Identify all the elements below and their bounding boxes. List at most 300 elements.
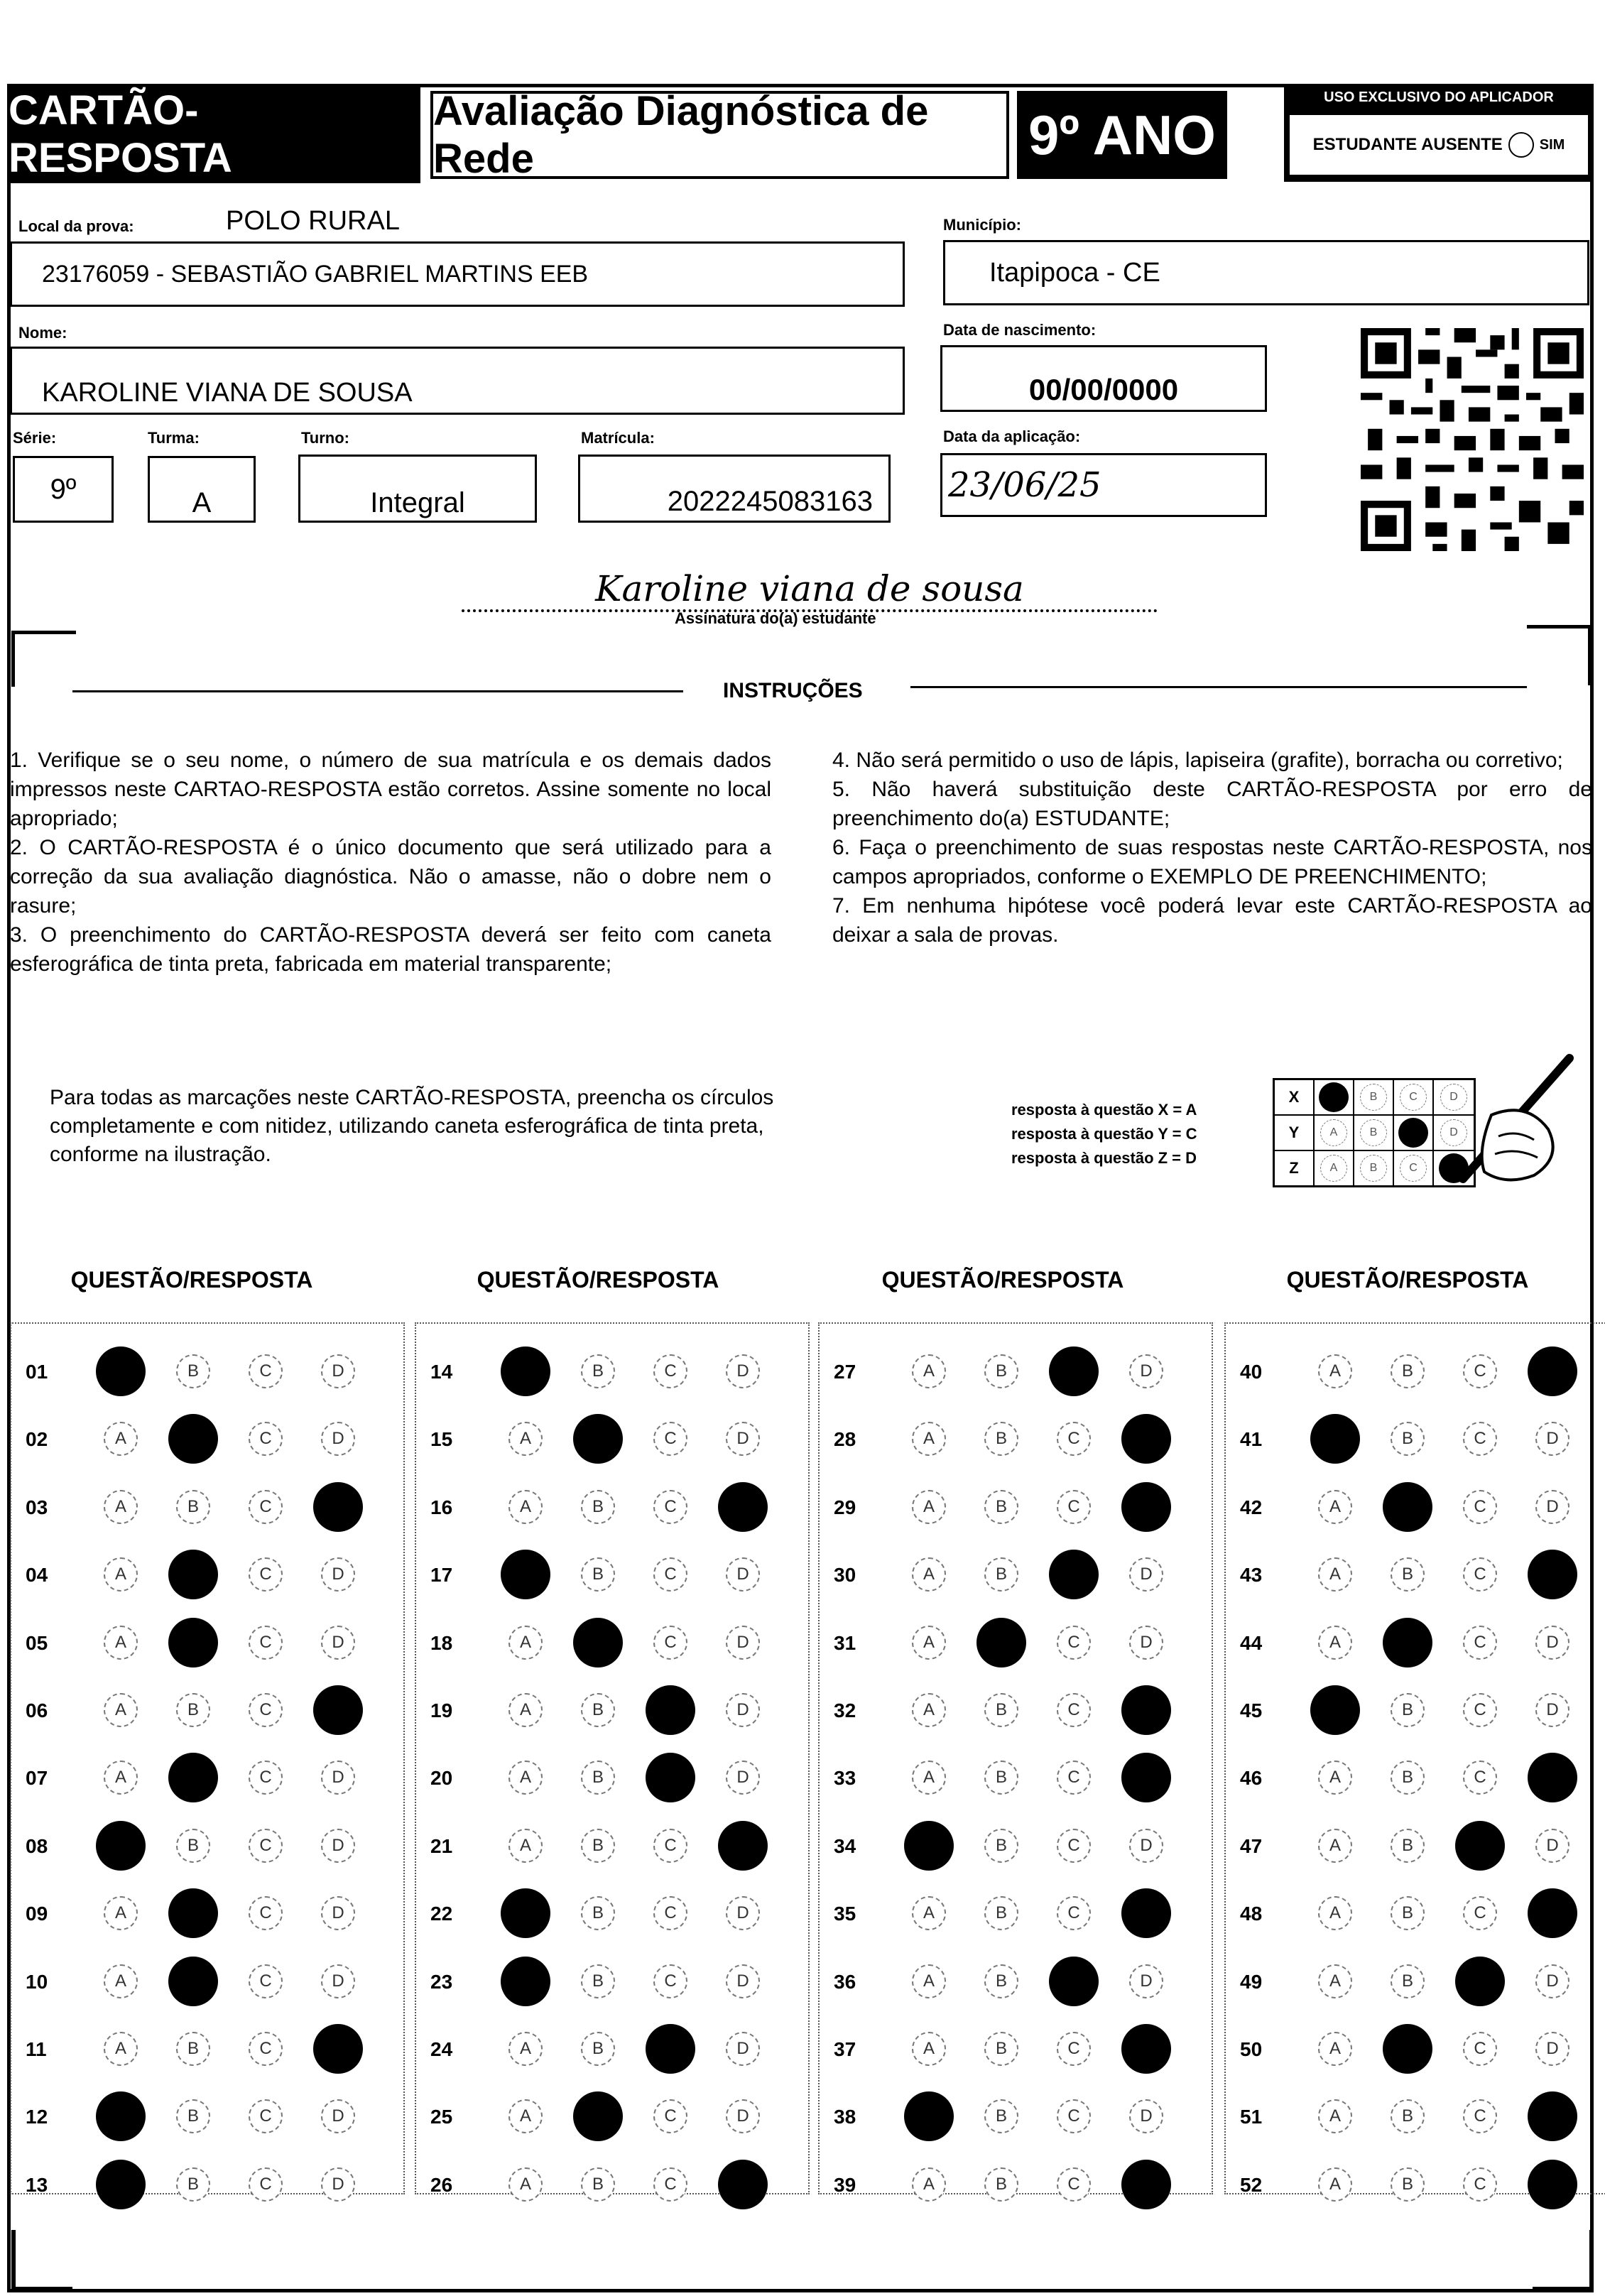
answer-bubble-a[interactable]: A <box>104 1422 138 1456</box>
answer-bubble-b[interactable]: B <box>1391 1422 1425 1456</box>
answer-bubble-d[interactable] <box>1528 1346 1577 1396</box>
instructions-rule-left <box>72 690 683 692</box>
answer-bubble-b[interactable] <box>168 1957 218 2006</box>
answer-bubble-b[interactable] <box>168 1618 218 1667</box>
example-row-key: X <box>1275 1080 1315 1114</box>
question-number: 14 <box>430 1361 453 1383</box>
answer-row <box>11 2164 403 2207</box>
answer-bubble-c[interactable] <box>646 1753 695 1802</box>
answer-bubble-b[interactable]: B <box>1391 1964 1425 1998</box>
question-number: 01 <box>26 1361 48 1383</box>
answer-bubble-d[interactable]: D <box>321 1896 355 1930</box>
answer-bubble-d[interactable]: D <box>1129 1829 1163 1863</box>
answer-bubble-c[interactable]: C <box>249 1354 283 1388</box>
answer-bubble-d[interactable]: D <box>726 1693 760 1727</box>
answer-bubble-d[interactable] <box>718 1482 768 1532</box>
question-number: 13 <box>26 2173 48 2196</box>
answer-bubble-a[interactable]: A <box>1318 2032 1352 2066</box>
answer-bubble-d[interactable]: D <box>1129 1626 1163 1660</box>
question-number: 37 <box>834 2038 856 2060</box>
answer-bubble-b[interactable]: B <box>984 1557 1018 1592</box>
answer-row <box>11 2096 403 2138</box>
answer-bubble-d[interactable] <box>718 1821 768 1871</box>
answer-bubble-a[interactable]: A <box>1318 2167 1352 2202</box>
matricula-value: 2022245083163 <box>667 486 873 517</box>
answer-bubble-a[interactable] <box>904 2091 954 2141</box>
answer-bubble-d[interactable]: D <box>1129 1964 1163 1998</box>
answer-bubble-d[interactable]: D <box>726 1761 760 1795</box>
answer-bubble-a[interactable]: A <box>1318 1964 1352 1998</box>
answer-bubble-a[interactable]: A <box>508 1490 543 1524</box>
answer-bubble-b[interactable]: B <box>984 1490 1018 1524</box>
answer-bubble-c[interactable] <box>646 2024 695 2074</box>
answer-row <box>416 1418 808 1461</box>
answer-bubble-b[interactable]: B <box>984 1761 1018 1795</box>
answer-bubble-d[interactable] <box>1121 1685 1171 1735</box>
answer-bubble-a[interactable]: A <box>508 2167 543 2202</box>
turma-value: A <box>192 487 212 518</box>
absent-option: SIM <box>1539 136 1565 153</box>
answer-bubble-b[interactable]: B <box>1391 1896 1425 1930</box>
aplicacao-label: Data da aplicação: <box>943 428 1081 445</box>
answer-bubble-b[interactable]: B <box>176 1354 210 1388</box>
answer-bubble-c[interactable]: C <box>1057 1761 1091 1795</box>
answer-row <box>1226 1893 1605 1935</box>
answer-bubble-c[interactable] <box>646 1685 695 1735</box>
answer-bubble-d[interactable]: D <box>321 1557 355 1592</box>
answer-bubble-b[interactable] <box>168 1550 218 1599</box>
answer-row <box>1226 1622 1605 1665</box>
answer-bubble-a[interactable]: A <box>1318 1557 1352 1592</box>
answer-bubble-b[interactable] <box>573 1414 623 1464</box>
answer-column <box>1224 1322 1605 2194</box>
answer-bubble-d[interactable]: D <box>726 1422 760 1456</box>
answer-bubble-c[interactable] <box>1049 1346 1099 1396</box>
corner-left <box>11 631 76 687</box>
answer-bubble-c[interactable]: C <box>249 2167 283 2202</box>
answer-bubble-b[interactable] <box>168 1753 218 1802</box>
answer-bubble-c[interactable]: C <box>1463 2167 1497 2202</box>
answer-bubble-d[interactable]: D <box>321 1761 355 1795</box>
answer-bubble-b[interactable]: B <box>176 2167 210 2202</box>
answer-bubble-c[interactable]: C <box>1057 1422 1091 1456</box>
answer-row <box>11 2028 403 2071</box>
question-number: 52 <box>1240 2173 1263 2196</box>
answer-bubble-d[interactable] <box>1121 1414 1171 1464</box>
question-number: 44 <box>1240 1631 1263 1654</box>
answer-bubble-b[interactable]: B <box>581 1964 615 1998</box>
answer-bubble-d[interactable]: D <box>321 2167 355 2202</box>
answer-column <box>818 1322 1213 2194</box>
answer-bubble-a[interactable] <box>501 1957 550 2006</box>
answer-bubble-c[interactable]: C <box>1463 1557 1497 1592</box>
answer-bubble-d[interactable]: D <box>321 1829 355 1863</box>
answer-bubble-c[interactable]: C <box>653 1490 687 1524</box>
answer-row <box>11 1961 403 2003</box>
answer-bubble-d[interactable] <box>1528 1753 1577 1802</box>
answer-bubble-a[interactable] <box>501 1888 550 1938</box>
answer-bubble-a[interactable]: A <box>104 1964 138 1998</box>
answer-bubble-d[interactable] <box>1528 2091 1577 2141</box>
answer-bubble-d[interactable]: D <box>726 1354 760 1388</box>
answer-bubble-c[interactable]: C <box>1463 1693 1497 1727</box>
answer-bubble-d[interactable]: D <box>1129 1557 1163 1592</box>
answer-row <box>820 2096 1212 2138</box>
answer-bubble-d[interactable] <box>1528 1888 1577 1938</box>
answer-bubble-a[interactable]: A <box>508 1693 543 1727</box>
answer-bubble-d[interactable]: D <box>1129 2099 1163 2133</box>
answer-bubble-b[interactable]: B <box>581 1354 615 1388</box>
answer-bubble-d[interactable]: D <box>1535 1829 1569 1863</box>
answer-bubble-b[interactable] <box>168 1888 218 1938</box>
answer-bubble-c[interactable]: C <box>1057 1490 1091 1524</box>
question-number: 11 <box>26 2038 47 2060</box>
answer-row <box>1226 1690 1605 1732</box>
instructions-right <box>832 746 1592 950</box>
answer-bubble-c[interactable] <box>1455 1821 1505 1871</box>
absent-label: ESTUDANTE AUSENTE <box>1312 135 1503 154</box>
answer-row <box>1226 1486 1605 1529</box>
example-row <box>1275 1080 1474 1116</box>
example-bubble-b: B <box>1360 1155 1387 1182</box>
answer-bubble-c[interactable]: C <box>1057 1626 1091 1660</box>
answer-row <box>1226 2028 1605 2071</box>
answer-bubble-a[interactable]: A <box>508 1422 543 1456</box>
answer-bubble-a[interactable]: A <box>508 1626 543 1660</box>
answer-bubble-b[interactable]: B <box>1391 1829 1425 1863</box>
example-cell <box>1315 1151 1354 1185</box>
answer-bubble-d[interactable]: D <box>1535 1693 1569 1727</box>
answer-bubble-a[interactable]: A <box>508 2099 543 2133</box>
answer-bubble-c[interactable]: C <box>653 2167 687 2202</box>
answer-bubble-c[interactable]: C <box>653 1896 687 1930</box>
answer-bubble-b[interactable]: B <box>581 2167 615 2202</box>
answer-bubble-d[interactable]: D <box>1535 1626 1569 1660</box>
answer-bubble-a[interactable]: A <box>912 2032 946 2066</box>
answer-bubble-d[interactable] <box>1528 1550 1577 1599</box>
answer-bubble-a[interactable]: A <box>912 1693 946 1727</box>
answer-bubble-b[interactable] <box>573 1618 623 1667</box>
answer-bubble-d[interactable] <box>313 1685 363 1735</box>
answer-bubble-a[interactable]: A <box>104 1557 138 1592</box>
answer-bubble-b[interactable]: B <box>581 1896 615 1930</box>
answer-bubble-b[interactable] <box>1383 1618 1432 1667</box>
answer-bubble-b[interactable]: B <box>176 1490 210 1524</box>
answer-bubble-a[interactable]: A <box>1318 1829 1352 1863</box>
answer-bubble-c[interactable] <box>1455 1957 1505 2006</box>
answer-bubble-a[interactable]: A <box>912 2167 946 2202</box>
question-number: 35 <box>834 1903 856 1925</box>
answer-bubble-b[interactable]: B <box>984 2167 1018 2202</box>
question-number: 26 <box>430 2173 453 2196</box>
answer-row <box>1226 1825 1605 1868</box>
answer-row <box>820 1961 1212 2003</box>
answer-bubble-a[interactable]: A <box>104 1693 138 1727</box>
question-number: 51 <box>1240 2106 1263 2128</box>
answer-bubble-d[interactable]: D <box>1535 2032 1569 2066</box>
answer-bubble-c[interactable]: C <box>1057 1829 1091 1863</box>
answer-bubble-c[interactable]: C <box>1463 2032 1497 2066</box>
answer-row <box>416 1825 808 1868</box>
answer-bubble-c[interactable]: C <box>1057 1896 1091 1930</box>
answer-bubble-d[interactable]: D <box>321 1964 355 1998</box>
answer-bubble-d[interactable] <box>1121 1888 1171 1938</box>
answer-bubble-d[interactable] <box>1121 1482 1171 1532</box>
answer-bubble-c[interactable]: C <box>1463 1896 1497 1930</box>
answer-bubble-c[interactable]: C <box>249 1557 283 1592</box>
instructions-title: INSTRUÇÕES <box>723 679 863 702</box>
answer-bubble-b[interactable] <box>1383 2024 1432 2074</box>
answer-bubble-b[interactable]: B <box>1391 2099 1425 2133</box>
answer-bubble-c[interactable]: C <box>249 1896 283 1930</box>
answer-row <box>416 1622 808 1665</box>
turma-field <box>148 456 256 523</box>
answer-bubble-d[interactable]: D <box>726 1964 760 1998</box>
answer-bubble-c[interactable]: C <box>653 1626 687 1660</box>
answer-bubble-d[interactable]: D <box>1535 1964 1569 1998</box>
answer-bubble-c[interactable]: C <box>1057 2032 1091 2066</box>
answer-bubble-b[interactable]: B <box>984 2099 1018 2133</box>
instruction-7: 7. Em nenhuma hipótese você poderá levar este CARTÃO-RESPOSTA ao deixar a sala de provas. <box>832 894 1592 947</box>
answer-bubble-c[interactable]: C <box>1463 1354 1497 1388</box>
school-field <box>10 241 905 307</box>
answer-bubble-c[interactable]: C <box>1463 2099 1497 2133</box>
question-number: 23 <box>430 1970 453 1993</box>
example-bubble-a <box>1319 1082 1349 1112</box>
question-number: 21 <box>430 1834 453 1857</box>
answer-bubble-a[interactable]: A <box>912 1626 946 1660</box>
answer-bubble-a[interactable]: A <box>1318 2099 1352 2133</box>
answer-bubble-b[interactable]: B <box>581 1557 615 1592</box>
answer-bubble-b[interactable] <box>976 1618 1026 1667</box>
answer-bubble-a[interactable] <box>501 1550 550 1599</box>
answer-bubble-b[interactable]: B <box>984 1693 1018 1727</box>
turno-label: Turno: <box>301 429 350 447</box>
question-number: 03 <box>26 1496 48 1518</box>
answer-bubble-c[interactable]: C <box>249 1422 283 1456</box>
answer-bubble-b[interactable]: B <box>176 1829 210 1863</box>
answer-bubble-d[interactable]: D <box>726 1896 760 1930</box>
answer-bubble-d[interactable]: D <box>321 2099 355 2133</box>
answer-row <box>416 1690 808 1732</box>
answer-bubble-a[interactable]: A <box>104 1626 138 1660</box>
example-bubble-a: A <box>1320 1155 1347 1182</box>
example-row-key: Y <box>1275 1116 1315 1150</box>
answer-bubble-b[interactable]: B <box>984 2032 1018 2066</box>
answer-bubble-c[interactable]: C <box>653 1422 687 1456</box>
answer-bubble-b[interactable]: B <box>1391 1557 1425 1592</box>
answer-bubble-d[interactable]: D <box>321 1354 355 1388</box>
instruction-2: 2. O CARTÃO-RESPOSTA é o único documento que será utilizado para a correção da sua avaliação diagnóstica. Não o amasse, não o dobre nem o rasure; <box>10 836 771 918</box>
answer-bubble-a[interactable] <box>501 1346 550 1396</box>
question-number: 29 <box>834 1496 856 1518</box>
municipio-field <box>943 240 1589 305</box>
answer-bubble-c[interactable]: C <box>249 1964 283 1998</box>
column-title: QUESTÃO/RESPOSTA <box>1286 1267 1529 1293</box>
answer-bubble-c[interactable]: C <box>653 1829 687 1863</box>
answer-bubble-a[interactable]: A <box>1318 1354 1352 1388</box>
answer-bubble-a[interactable]: A <box>508 2032 543 2066</box>
answer-row <box>11 1893 403 1935</box>
answer-bubble-b[interactable]: B <box>1391 1761 1425 1795</box>
answer-bubble-c[interactable]: C <box>249 1829 283 1863</box>
answer-bubble-a[interactable]: A <box>912 1422 946 1456</box>
answer-bubble-b[interactable]: B <box>984 1422 1018 1456</box>
nome-field <box>10 347 905 415</box>
answer-bubble-a[interactable]: A <box>104 2032 138 2066</box>
example-bubble-c: C <box>1400 1084 1427 1111</box>
answer-bubble-d[interactable] <box>1121 2160 1171 2209</box>
question-number: 15 <box>430 1428 453 1451</box>
answer-row <box>820 1622 1212 1665</box>
answer-bubble-a[interactable]: A <box>508 1761 543 1795</box>
answer-bubble-c[interactable]: C <box>249 2032 283 2066</box>
answer-bubble-b[interactable]: B <box>984 1964 1018 1998</box>
answer-bubble-a[interactable]: A <box>912 1896 946 1930</box>
answer-bubble-a[interactable]: A <box>912 1761 946 1795</box>
turno-field <box>298 455 537 523</box>
answer-bubble-d[interactable]: D <box>321 1626 355 1660</box>
answer-bubble-b[interactable]: B <box>1391 1354 1425 1388</box>
answer-bubble-c[interactable]: C <box>1057 1693 1091 1727</box>
answer-row <box>820 1825 1212 1868</box>
answer-bubble-d[interactable] <box>1121 2024 1171 2074</box>
answer-bubble-d[interactable] <box>1528 2160 1577 2209</box>
answer-bubble-d[interactable]: D <box>321 1422 355 1456</box>
answer-bubble-a[interactable] <box>1310 1414 1360 1464</box>
answer-bubble-c[interactable]: C <box>249 1761 283 1795</box>
pen-hand-illustration <box>1449 1051 1584 1193</box>
answer-bubble-b[interactable]: B <box>176 2032 210 2066</box>
answer-bubble-a[interactable] <box>1310 1685 1360 1735</box>
answer-bubble-a[interactable] <box>904 1821 954 1871</box>
answer-bubble-c[interactable]: C <box>1057 2099 1091 2133</box>
answer-bubble-a[interactable]: A <box>1318 1490 1352 1524</box>
answer-bubble-c[interactable]: C <box>653 1557 687 1592</box>
answer-bubble-b[interactable]: B <box>581 1761 615 1795</box>
answer-bubble-b[interactable]: B <box>1391 2167 1425 2202</box>
answer-bubble-a[interactable] <box>96 2160 146 2209</box>
answer-bubble-a[interactable]: A <box>912 1964 946 1998</box>
answer-bubble-c[interactable]: C <box>653 2099 687 2133</box>
aplicacao-field <box>940 453 1267 517</box>
answer-bubble-d[interactable]: D <box>1535 1422 1569 1456</box>
example-legend <box>1011 1098 1197 1170</box>
example-bubble-a: A <box>1320 1119 1347 1146</box>
question-number: 27 <box>834 1361 856 1383</box>
corner-bottom-right <box>1533 2230 1594 2291</box>
answer-bubble-a[interactable]: A <box>104 1761 138 1795</box>
absent-bubble[interactable] <box>1508 132 1534 158</box>
answer-row <box>1226 1961 1605 2003</box>
answer-bubble-a[interactable] <box>96 2091 146 2141</box>
answer-bubble-c[interactable]: C <box>653 1964 687 1998</box>
answer-bubble-b[interactable]: B <box>581 1490 615 1524</box>
answer-bubble-a[interactable]: A <box>912 1354 946 1388</box>
answer-bubble-d[interactable]: D <box>726 1626 760 1660</box>
answer-bubble-d[interactable]: D <box>726 1557 760 1592</box>
example-line-y: resposta à questão Y = C <box>1011 1125 1197 1143</box>
answer-bubble-c[interactable]: C <box>1463 1626 1497 1660</box>
answer-bubble-b[interactable]: B <box>984 1829 1018 1863</box>
answer-bubble-d[interactable]: D <box>1535 1490 1569 1524</box>
answer-row <box>416 1893 808 1935</box>
question-number: 42 <box>1240 1496 1263 1518</box>
answer-bubble-b[interactable] <box>168 1414 218 1464</box>
answer-row <box>416 1961 808 2003</box>
example-cell <box>1315 1080 1354 1114</box>
answer-bubble-d[interactable]: D <box>726 2032 760 2066</box>
answer-bubble-b[interactable]: B <box>176 1693 210 1727</box>
answer-bubble-b[interactable]: B <box>581 1693 615 1727</box>
answer-row <box>820 1351 1212 1393</box>
answer-bubble-b[interactable]: B <box>581 1829 615 1863</box>
question-number: 43 <box>1240 1564 1263 1587</box>
answer-bubble-b[interactable]: B <box>984 1896 1018 1930</box>
example-bubble-c <box>1398 1118 1428 1148</box>
answer-bubble-a[interactable]: A <box>104 1490 138 1524</box>
answer-bubble-c[interactable]: C <box>653 1354 687 1388</box>
answer-bubble-c[interactable]: C <box>1463 1761 1497 1795</box>
answer-bubble-b[interactable]: B <box>984 1354 1018 1388</box>
answer-bubble-a[interactable]: A <box>1318 1626 1352 1660</box>
answer-bubble-b[interactable] <box>573 2091 623 2141</box>
answer-bubble-c[interactable]: C <box>249 1626 283 1660</box>
answer-bubble-b[interactable]: B <box>581 2032 615 2066</box>
answer-bubble-a[interactable] <box>96 1346 146 1396</box>
answer-bubble-c[interactable]: C <box>249 1693 283 1727</box>
answer-bubble-a[interactable]: A <box>912 1490 946 1524</box>
example-cell <box>1354 1151 1394 1185</box>
answer-bubble-c[interactable] <box>1049 1957 1099 2006</box>
example-bubble-b: B <box>1360 1084 1387 1111</box>
school-value: 23176059 - SEBASTIÃO GABRIEL MARTINS EEB <box>42 260 589 288</box>
answer-bubble-c[interactable]: C <box>1463 1422 1497 1456</box>
question-number: 19 <box>430 1699 453 1721</box>
question-number: 06 <box>26 1699 48 1721</box>
answer-bubble-d[interactable]: D <box>726 2099 760 2133</box>
question-number: 33 <box>834 1767 856 1790</box>
answer-bubble-b[interactable]: B <box>176 2099 210 2133</box>
question-number: 22 <box>430 1903 453 1925</box>
answer-bubble-a[interactable]: A <box>912 1557 946 1592</box>
answer-bubble-a[interactable]: A <box>104 1896 138 1930</box>
answer-row <box>1226 1418 1605 1461</box>
answer-bubble-a[interactable]: A <box>1318 1761 1352 1795</box>
answer-bubble-a[interactable]: A <box>1318 1896 1352 1930</box>
answer-bubble-c[interactable]: C <box>249 1490 283 1524</box>
answer-bubble-c[interactable]: C <box>1057 2167 1091 2202</box>
nome-value: KAROLINE VIANA DE SOUSA <box>42 378 413 408</box>
answer-bubble-c[interactable]: C <box>1463 1490 1497 1524</box>
answer-bubble-b[interactable]: B <box>1391 1693 1425 1727</box>
answer-bubble-c[interactable] <box>1049 1550 1099 1599</box>
answer-bubble-d[interactable] <box>718 2160 768 2209</box>
example-cell <box>1394 1116 1434 1150</box>
answer-bubble-d[interactable] <box>313 2024 363 2074</box>
answer-bubble-a[interactable] <box>96 1821 146 1871</box>
answer-bubble-d[interactable] <box>313 1482 363 1532</box>
answer-bubble-c[interactable]: C <box>249 2099 283 2133</box>
example-row <box>1275 1151 1474 1185</box>
answer-bubble-b[interactable] <box>1383 1482 1432 1532</box>
answer-bubble-d[interactable] <box>1121 1753 1171 1802</box>
answer-bubble-d[interactable]: D <box>1129 1354 1163 1388</box>
answer-row <box>1226 2096 1605 2138</box>
example-bubble-d: D <box>1440 1119 1467 1146</box>
answer-bubble-a[interactable]: A <box>508 1829 543 1863</box>
example-bubble-d: D <box>1440 1084 1467 1111</box>
